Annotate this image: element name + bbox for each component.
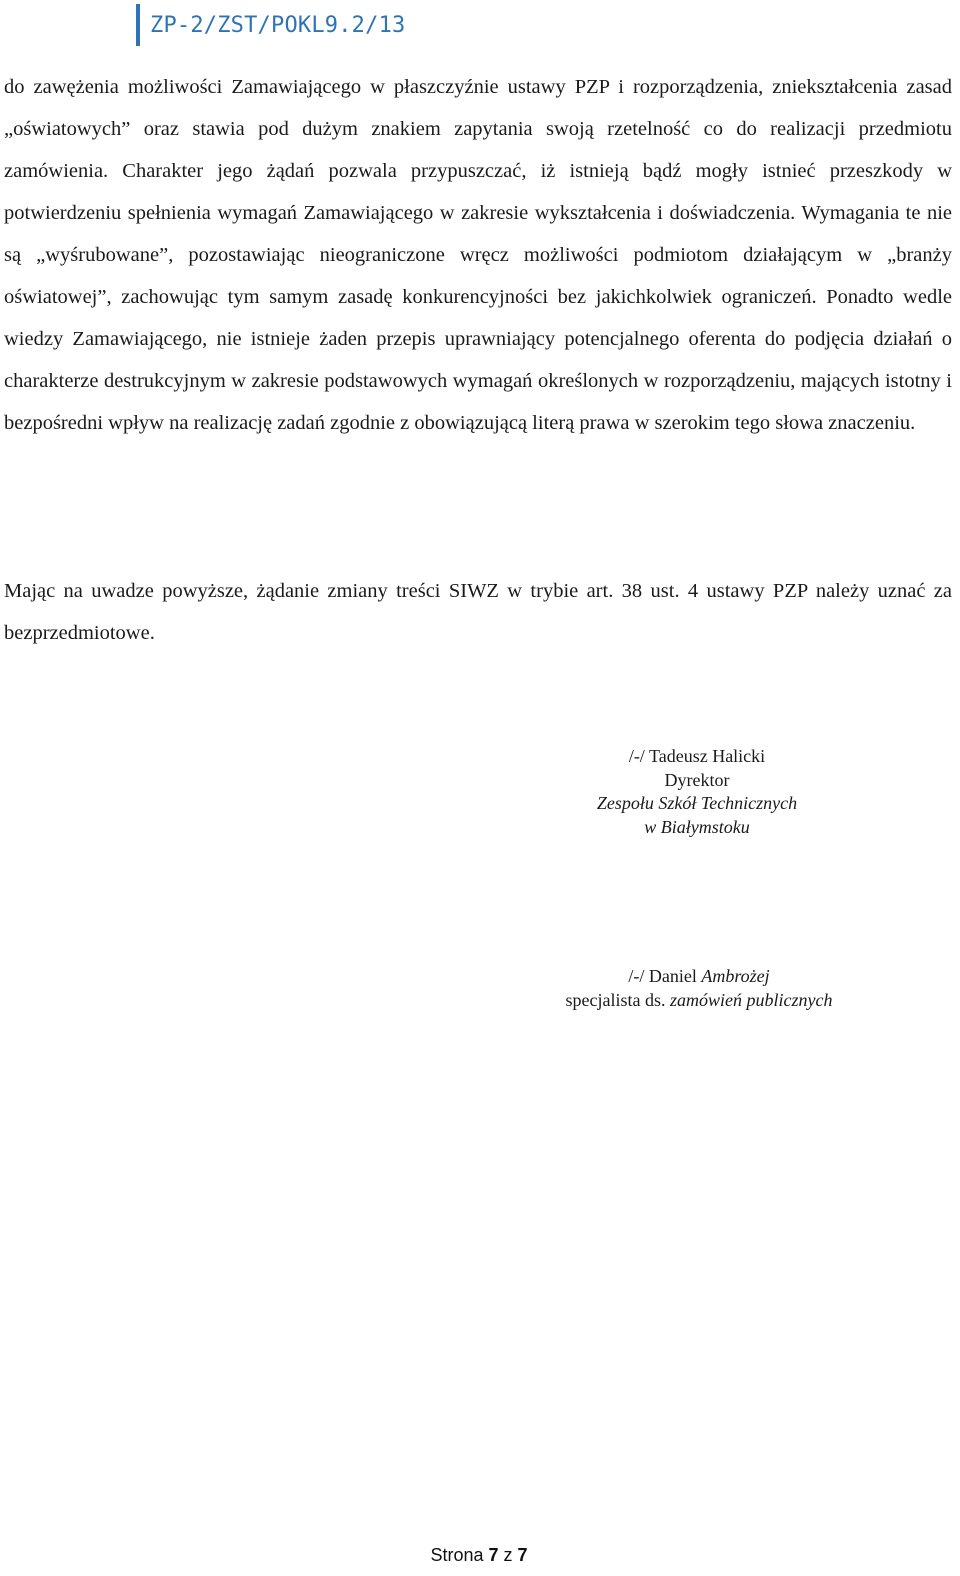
signature-block-specialist	[520, 965, 878, 1012]
document-header	[136, 4, 405, 46]
signatory-title: Dyrektor	[664, 769, 730, 790]
body-paragraph-conclusion: Mając na uwadze powyższe, żądanie zmiany treści SIWZ w trybie art. 38 ust. 4 ustawy PZP należy uznać za bezprzedmiotowe.	[4, 580, 952, 644]
total-page-count: 7	[517, 1545, 528, 1565]
signatory-city: w Białymstoku	[644, 816, 750, 837]
signatory-name	[520, 965, 878, 989]
signatory-name-prefix: /-/ Daniel	[628, 966, 697, 986]
signatory-name: /-/ Tadeusz Halicki	[628, 746, 766, 766]
signatory-role	[520, 989, 878, 1013]
signatory-surname: Ambrożej	[701, 966, 770, 986]
page-separator: z	[503, 1545, 513, 1565]
signature-block-director	[560, 745, 834, 839]
body-paragraph-main: do zawężenia możliwości Zamawiającego w płaszczyźnie ustawy PZP i rozporządzenia, zniekształcenia zasad „oświatowych” oraz stawia pod dużym znakiem zapytania swoją rzetelność co do realizacji przedmiotu zamówienia. Charakter jego żądań pozwala przypuszczać, iż istnieją bądź mogły istnieć przeszkody w potwierdzeniu spełnienia wymagań Zamawiającego w zakresie wykształcenia i doświadczenia. Wymagania te nie są „wyśrubowane”, pozostawiając nieograniczone wręcz możliwości podmiotom działającym w „branży oświatowej”, zachowując tym samym zasadę konkurencyjności bez jakichkolwiek ograniczeń. Ponadto wedle wiedzy Zamawiającego, nie istnieje żaden przepis uprawniający potencjalnego oferenta do podjęcia działań o charakterze destrukcyjnym w zakresie podstawowych wymagań określonych w rozporządzeniu, mających istotny i bezpośredni wpływ na realizację zadań zgodnie z obowiązującą literą prawa w szerokim tego słowa znaczeniu.	[4, 76, 952, 434]
signatory-organization: Zespołu Szkół Technicznych	[596, 793, 798, 813]
current-page-number: 7	[488, 1545, 499, 1565]
document-reference-code: ZP-2/ZST/POKL9.2/13	[150, 12, 406, 38]
signatory-role-prefix: specjalista ds.	[565, 989, 666, 1010]
page-footer	[0, 1545, 958, 1566]
signatory-role-suffix: zamówień publicznych	[670, 989, 833, 1010]
page-label: Strona	[430, 1545, 484, 1565]
